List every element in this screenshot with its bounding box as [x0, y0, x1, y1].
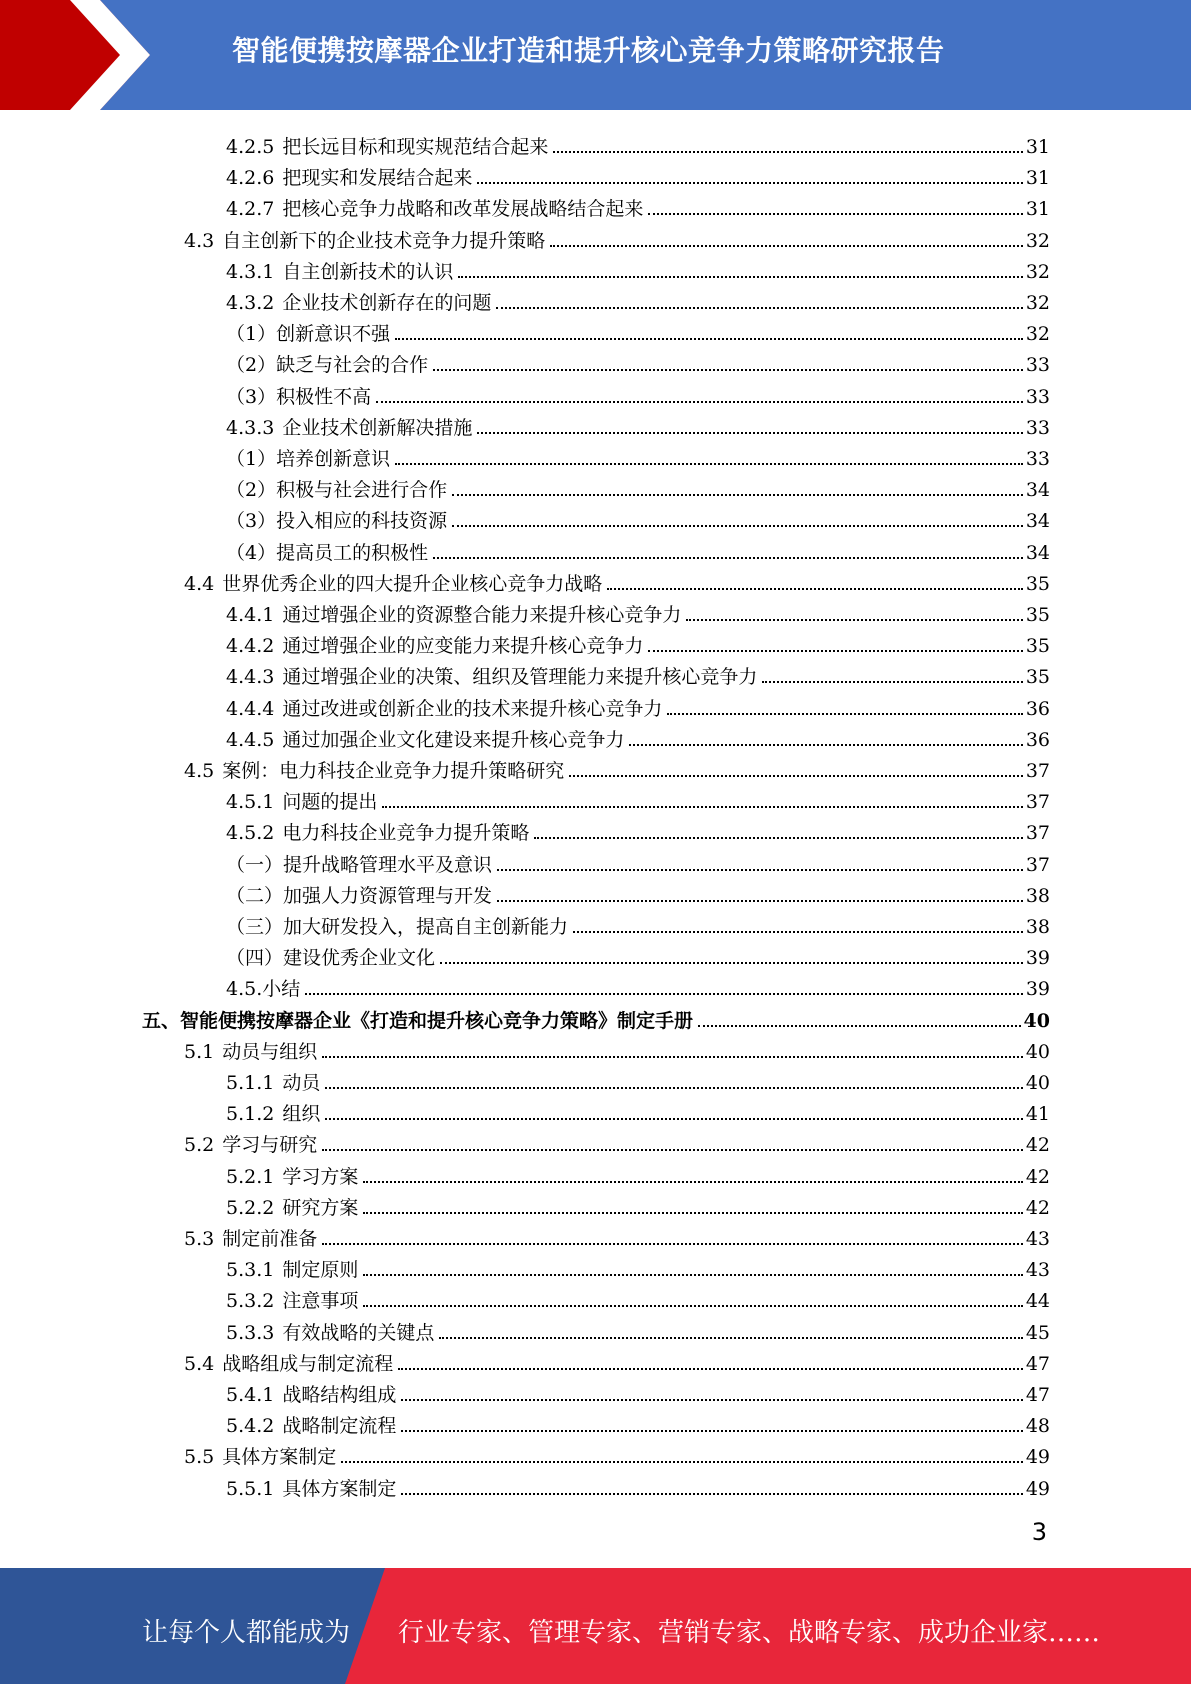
toc-dot-leader [382, 805, 1022, 808]
toc-entry-page: 32 [1025, 229, 1050, 252]
toc-entry-title: 研究方案 [282, 1196, 359, 1219]
toc-entry-label [226, 291, 493, 315]
toc-entry-label [226, 322, 392, 346]
toc-entry-number: 4.3.1 [226, 260, 275, 283]
toc-entry-label [226, 478, 449, 502]
toc-entry-page: 44 [1025, 1290, 1050, 1313]
toc-entry-label [226, 1477, 398, 1501]
header-chevron-decoration [0, 0, 170, 110]
toc-entry[interactable] [184, 1126, 1050, 1157]
report-title: 智能便携按摩器企业打造和提升核心竞争力策略研究报告 [232, 34, 945, 67]
toc-entry-label [226, 728, 626, 752]
toc-entry[interactable] [226, 128, 1050, 159]
toc-entry-label [226, 1196, 360, 1220]
toc-entry-label [226, 790, 379, 814]
toc-entry-page: 35 [1025, 666, 1050, 689]
toc-entry-label [142, 1009, 695, 1033]
toc-entry[interactable] [226, 534, 1050, 565]
toc-dot-leader [607, 587, 1023, 590]
toc-entry-title: 世界优秀企业的四大提升企业核心竞争力战略 [222, 572, 603, 595]
toc-entry-number: 4.4.2 [226, 635, 275, 658]
toc-entry-number: 4.4.5 [226, 728, 275, 751]
toc-entry-page: 37 [1025, 822, 1050, 845]
toc-entry[interactable] [226, 1064, 1050, 1095]
toc-entry-title: （一）提升战略管理水平及意识 [226, 853, 493, 876]
toc-dot-leader [401, 1398, 1022, 1401]
toc-entry[interactable] [226, 346, 1050, 377]
toc-entry-number: 5.1 [184, 1040, 215, 1063]
toc-entry[interactable] [184, 565, 1050, 596]
toc-entry-page: 34 [1025, 479, 1050, 502]
toc-entry-label [226, 853, 494, 877]
toc-entry-label [184, 1040, 319, 1064]
toc-dot-leader [433, 368, 1023, 371]
toc-entry-label [226, 697, 664, 721]
toc-entry-page: 34 [1025, 541, 1050, 564]
toc-dot-leader [458, 275, 1022, 278]
toc-entry-page: 47 [1025, 1384, 1050, 1406]
toc-dot-leader [667, 712, 1022, 715]
toc-entry-label [226, 541, 430, 565]
toc-entry-title: 学习与研究 [222, 1134, 318, 1157]
toc-dot-leader [497, 899, 1023, 902]
toc-entry[interactable] [226, 409, 1050, 440]
toc-entry-page: 33 [1025, 354, 1050, 377]
toc-dot-leader [496, 306, 1022, 309]
toc-entry-title: 企业技术创新解决措施 [282, 416, 473, 439]
toc-entry[interactable] [184, 1220, 1050, 1251]
toc-entry-title: （1）培养创新意识 [226, 448, 391, 470]
toc-entry[interactable] [226, 970, 1050, 1001]
toc-entry[interactable] [226, 1376, 1050, 1407]
toc-entry-number: 5.4 [184, 1352, 215, 1375]
toc-dot-leader [401, 1429, 1022, 1432]
toc-dot-leader [322, 1242, 1023, 1245]
toc-entry-page: 37 [1025, 791, 1050, 814]
toc-entry-page: 33 [1025, 416, 1050, 439]
toc-entry[interactable] [226, 658, 1050, 689]
toc-dot-leader [534, 836, 1022, 839]
toc-dot-leader [341, 1460, 1023, 1463]
toc-entry-number: 5.3.2 [226, 1290, 275, 1313]
toc-entry-label [226, 665, 759, 689]
toc-dot-leader [477, 431, 1022, 434]
toc-entry-label [226, 509, 449, 533]
toc-entry-page: 43 [1025, 1259, 1050, 1282]
toc-entry-page: 37 [1025, 760, 1050, 782]
toc-dot-leader [452, 524, 1023, 527]
toc-entry-label [226, 447, 392, 471]
toc-entry[interactable] [226, 1282, 1050, 1313]
toc-entry-title: 战略制定流程 [282, 1415, 397, 1438]
toc-entry-title: 把长远目标和现实规范结合起来 [282, 136, 549, 158]
toc-dot-leader [363, 1211, 1022, 1214]
toc-entry-title: 组织 [282, 1103, 321, 1126]
toc-entry-title: 具体方案制定 [222, 1446, 337, 1469]
toc-entry-label [226, 946, 437, 970]
toc-entry[interactable] [226, 908, 1050, 939]
toc-entry-title: 自主创新技术的认识 [282, 260, 454, 283]
toc-entry[interactable] [226, 1251, 1050, 1282]
toc-entry-page: 47 [1025, 1352, 1050, 1375]
toc-dot-leader [550, 244, 1023, 247]
toc-entry-title: 把现实和发展结合起来 [282, 167, 473, 190]
toc-entry-page: 40 [1025, 1040, 1050, 1063]
toc-entry-title: （2）缺乏与社会的合作 [226, 354, 429, 377]
toc-entry-number: 4.4.1 [226, 604, 275, 626]
toc-entry-number: 5.4.1 [226, 1384, 275, 1406]
toc-entry[interactable] [226, 846, 1050, 877]
toc-entry-page: 45 [1025, 1321, 1050, 1344]
toc-entry-page: 42 [1025, 1134, 1050, 1157]
toc-entry-title: 动员 [282, 1072, 321, 1094]
toc-entry-number: 5.4.2 [226, 1415, 275, 1438]
toc-entry-page: 31 [1025, 198, 1050, 221]
toc-entry[interactable] [184, 222, 1050, 253]
toc-entry-number: 4.3.3 [226, 416, 275, 439]
toc-entry[interactable] [184, 752, 1050, 783]
toc-dot-leader [376, 400, 1023, 403]
toc-entry-title: 制定原则 [282, 1259, 359, 1282]
toc-entry-page: 35 [1025, 635, 1050, 658]
toc-entry-title: （四）建设优秀企业文化 [226, 947, 436, 970]
toc-entry-title: 制定前准备 [222, 1228, 318, 1250]
toc-entry[interactable] [226, 378, 1050, 409]
toc-dot-leader [395, 337, 1023, 340]
toc-entry-label [226, 1321, 436, 1345]
toc-entry-label [226, 884, 494, 908]
toc-dot-leader [762, 680, 1022, 683]
toc-entry-number: 5.2.2 [226, 1196, 275, 1219]
toc-entry-title: （3）投入相应的科技资源 [226, 510, 448, 533]
page-header [0, 0, 1191, 110]
toc-entry-title: 企业技术创新存在的问题 [282, 292, 492, 314]
toc-entry-number: 5.1.1 [226, 1072, 275, 1094]
toc-entry-title: 有效战略的关键点 [282, 1321, 435, 1344]
toc-entry-label [226, 135, 550, 159]
toc-entry-title: （4）提高员工的积极性 [226, 541, 429, 564]
toc-entry[interactable] [226, 284, 1050, 315]
toc-entry-number: 5.2 [184, 1134, 215, 1157]
toc-entry-label [226, 915, 570, 939]
toc-entry-number: 4.3.2 [226, 292, 275, 314]
toc-entry-page: 32 [1025, 292, 1050, 314]
toc-entry-title: 五、智能便携按摩器企业《打造和提升核心竞争力策略》制定手册 [142, 1009, 694, 1032]
toc-entry-number: 4.4.3 [226, 666, 275, 689]
toc-entry-label [226, 1383, 398, 1407]
toc-entry[interactable] [226, 1407, 1050, 1438]
toc-entry-page: 35 [1025, 572, 1050, 595]
toc-entry-page: 40 [1023, 1009, 1050, 1032]
toc-entry-label [226, 1102, 322, 1126]
toc-entry-label [226, 603, 683, 627]
footer-slogan-left: 让每个人都能成为 [142, 1618, 351, 1648]
toc-entry[interactable] [226, 1189, 1050, 1220]
toc-entry-page: 38 [1025, 884, 1050, 907]
toc-entry-number: 5.3.1 [226, 1259, 275, 1282]
toc-dot-leader [497, 868, 1023, 871]
toc-entry-label [226, 416, 474, 440]
toc-entry-page: 31 [1025, 136, 1050, 158]
toc-entry-label [184, 572, 604, 596]
toc-entry-title: 通过改进或创新企业的技术来提升核心竞争力 [282, 697, 663, 720]
toc-entry-number: 4.5.2 [226, 822, 275, 845]
toc-entry-page: 42 [1025, 1165, 1050, 1188]
toc-entry-page: 48 [1025, 1415, 1050, 1438]
toc-entry[interactable] [226, 440, 1050, 471]
toc-entry-title: 具体方案制定 [282, 1477, 397, 1500]
toc-entry[interactable] [226, 190, 1050, 221]
toc-entry-title: 通过加强企业文化建设来提升核心竞争力 [282, 728, 625, 751]
toc-entry-page: 34 [1025, 510, 1050, 533]
toc-entry[interactable] [226, 814, 1050, 845]
toc-entry-page: 33 [1025, 385, 1050, 408]
toc-entry-page: 49 [1025, 1477, 1050, 1500]
toc-dot-leader [440, 961, 1023, 964]
toc-entry-title: 注意事项 [282, 1290, 359, 1313]
toc-entry-label [184, 229, 547, 253]
toc-dot-leader [363, 1273, 1022, 1276]
page-footer [0, 1568, 1191, 1684]
toc-entry-page: 32 [1025, 323, 1050, 346]
toc-dot-leader [322, 1055, 1023, 1058]
footer-slogan-right: 行业专家、管理专家、营销专家、战略专家、成功企业家…… [398, 1618, 1101, 1648]
toc-entry[interactable] [226, 690, 1050, 721]
page-number: 3 [1031, 1518, 1047, 1546]
toc-entry-number: 4.2.7 [226, 198, 275, 221]
toc-entry[interactable] [226, 315, 1050, 346]
toc-dot-leader [573, 930, 1023, 933]
toc-entry-page: 35 [1025, 604, 1050, 626]
toc-entry[interactable] [226, 1095, 1050, 1126]
toc-dot-leader [629, 743, 1022, 746]
toc-entry-label [226, 1165, 360, 1189]
toc-entry-title: 动员与组织 [222, 1040, 318, 1063]
toc-entry-number: 4.4 [184, 572, 215, 595]
toc-entry-page: 32 [1025, 260, 1050, 283]
toc-entry-label [226, 260, 455, 284]
toc-entry-label [226, 821, 531, 845]
toc-entry-label [184, 1352, 395, 1376]
toc-entry[interactable] [184, 1033, 1050, 1064]
toc-dot-leader [686, 618, 1022, 621]
toc-entry[interactable] [226, 502, 1050, 533]
toc-entry-number: 4.5.1 [226, 791, 275, 814]
toc-dot-leader [452, 493, 1023, 496]
toc-entry[interactable] [226, 939, 1050, 970]
toc-entry-page: 37 [1025, 853, 1050, 876]
toc-entry-page: 43 [1025, 1228, 1050, 1250]
toc-entry-number: 5.2.1 [226, 1165, 275, 1188]
toc-dot-leader [648, 649, 1022, 652]
toc-entry-label [226, 385, 373, 409]
toc-entry-page: 41 [1025, 1103, 1050, 1126]
toc-dot-leader [401, 1492, 1022, 1495]
toc-dot-leader [569, 774, 1023, 777]
toc-entry[interactable] [226, 1470, 1050, 1501]
toc-entry[interactable] [226, 159, 1050, 190]
toc-entry-number: 5.3.3 [226, 1321, 275, 1344]
toc-entry-title: （三）加大研发投入，提高自主创新能力 [226, 916, 569, 938]
toc-entry-number: 5.3 [184, 1228, 215, 1250]
toc-dot-leader [398, 1367, 1023, 1370]
toc-entry-title: 案例：电力科技企业竞争力提升策略研究 [222, 760, 565, 782]
toc-entry-number: 5.5 [184, 1446, 215, 1469]
toc-entry-title: （1）创新意识不强 [226, 323, 391, 346]
toc-entry-title: 自主创新下的企业技术竞争力提升策略 [222, 229, 546, 252]
toc-entry[interactable] [226, 471, 1050, 502]
toc-dot-leader [322, 1148, 1023, 1151]
toc-entry-page: 49 [1025, 1446, 1050, 1469]
toc-dot-leader [325, 1086, 1022, 1089]
toc-entry-title: 学习方案 [282, 1165, 359, 1188]
toc-entry-number: 5.1.2 [226, 1103, 275, 1126]
toc-dot-leader [433, 556, 1023, 559]
toc-entry[interactable] [184, 1345, 1050, 1376]
toc-entry[interactable] [226, 721, 1050, 752]
toc-entry-label [226, 197, 645, 221]
toc-entry-title: （2）积极与社会进行合作 [226, 479, 448, 502]
toc-dot-leader [363, 1180, 1022, 1183]
toc-entry[interactable] [226, 253, 1050, 284]
toc-entry[interactable] [226, 1158, 1050, 1189]
toc-entry-label [184, 1445, 338, 1469]
toc-entry-title: 战略组成与制定流程 [222, 1352, 394, 1375]
toc-entry-label [226, 166, 474, 190]
toc-entry-title: 把核心竞争力战略和改革发展战略结合起来 [282, 198, 644, 221]
toc-entry-title: （二）加强人力资源管理与开发 [226, 884, 493, 907]
toc-entry[interactable] [226, 627, 1050, 658]
toc-entry-label [226, 1258, 360, 1282]
toc-entry-label [226, 634, 645, 658]
toc-dot-leader [477, 181, 1022, 184]
toc-dot-leader [439, 1336, 1022, 1339]
toc-dot-leader [698, 1024, 1021, 1027]
toc-entry-label [184, 1227, 319, 1251]
toc-entry-page: 40 [1025, 1072, 1050, 1094]
toc-entry-title: 通过增强企业的资源整合能力来提升核心竞争力 [282, 604, 682, 626]
toc-entry-number: 4.3 [184, 229, 215, 252]
toc-entry-page: 39 [1025, 947, 1050, 970]
toc-entry-number: 5.5.1 [226, 1477, 275, 1500]
toc-entry-title: 通过增强企业的应变能力来提升核心竞争力 [282, 635, 644, 658]
toc-entry-label [226, 1289, 360, 1313]
toc-entry-title: 问题的提出 [282, 791, 378, 814]
toc-entry-page: 36 [1025, 697, 1050, 720]
toc-entry-title: 通过增强企业的决策、组织及管理能力来提升核心竞争力 [282, 666, 758, 689]
toc-entry-page: 36 [1025, 728, 1050, 751]
toc-entry-number: 4.4.4 [226, 697, 275, 720]
toc-entry[interactable] [226, 596, 1050, 627]
toc-entry-page: 42 [1025, 1196, 1050, 1219]
toc-entry-label [226, 353, 430, 377]
toc-entry-number: 4.5 [184, 760, 215, 782]
toc-entry-title: （3）积极性不高 [226, 385, 372, 408]
toc-dot-leader [395, 462, 1023, 465]
toc-entry-label [184, 759, 566, 783]
toc-entry-page: 31 [1025, 167, 1050, 190]
toc-dot-leader [325, 1117, 1022, 1120]
toc-entry-label [184, 1133, 319, 1157]
toc-entry-page: 39 [1025, 978, 1050, 1001]
toc-entry[interactable] [226, 877, 1050, 908]
toc-dot-leader [363, 1304, 1022, 1307]
toc-entry-label [226, 1071, 322, 1095]
toc-dot-leader [648, 212, 1022, 215]
toc-entry[interactable] [142, 1002, 1050, 1033]
toc-entry-number: 4.2.5 [226, 136, 275, 158]
toc-entry-title: 战略结构组成 [282, 1384, 397, 1406]
toc-entry[interactable] [226, 783, 1050, 814]
toc-entry-page: 38 [1025, 916, 1050, 938]
toc-entry-number: 4.2.6 [226, 167, 275, 190]
toc-dot-leader [553, 150, 1022, 153]
toc-entry-label [226, 977, 302, 1001]
toc-dot-leader [305, 992, 1023, 995]
toc-entry-page: 33 [1025, 448, 1050, 470]
toc-entry-label [226, 1414, 398, 1438]
toc-entry-title: 4.5.小结 [226, 978, 301, 1001]
toc-entry[interactable] [184, 1438, 1050, 1469]
toc-entry[interactable] [226, 1314, 1050, 1345]
toc-entry-title: 电力科技企业竞争力提升策略 [282, 822, 530, 845]
